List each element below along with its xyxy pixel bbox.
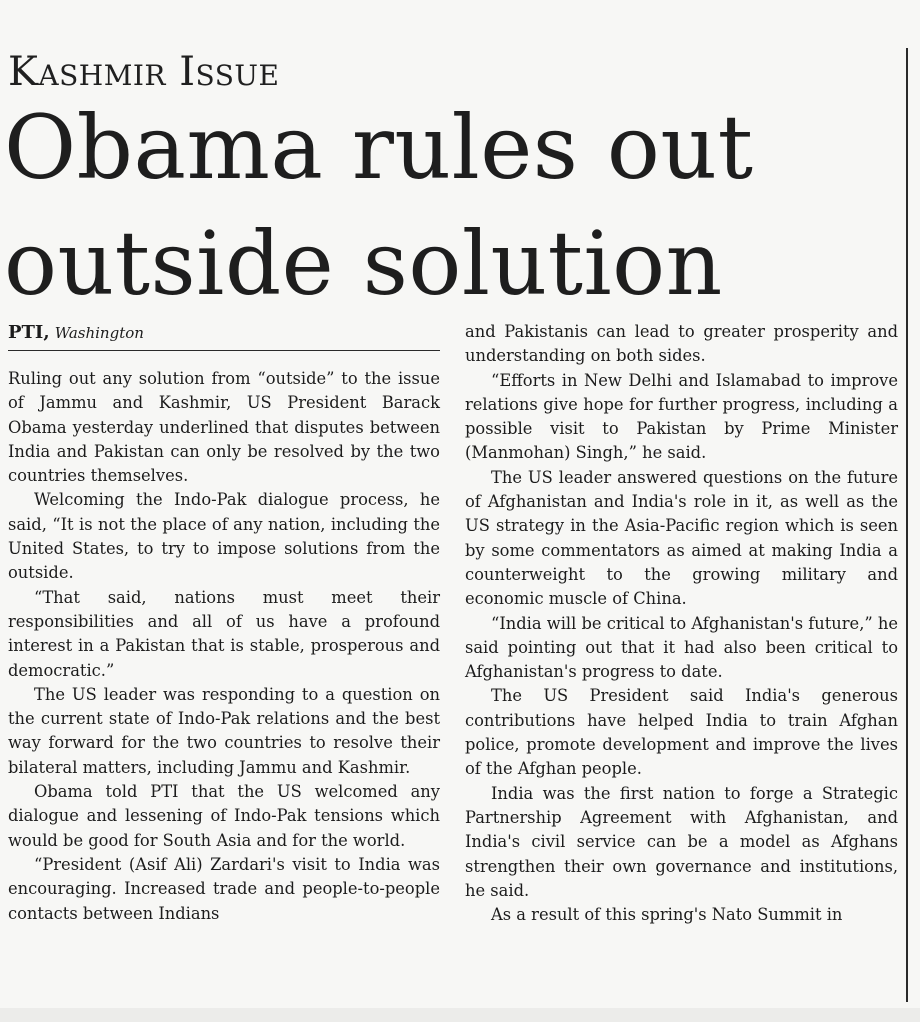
paragraph: Obama told PTI that the US welcomed any dialogue and lessening of Indo-Pak tensions which would be good for South Asia and for the world. [8, 782, 440, 850]
paragraph: “President (Asif Ali) Zardari's visit to India was encouraging. Increased trade and people-to-people contacts between Indians [8, 854, 440, 923]
paragraph: Welcoming the Indo-Pak dialogue process, he said, “It is not the place of any nation, including the United States, to try to impose solutions from the outside. [8, 490, 440, 583]
headline [4, 90, 753, 322]
paragraph: Ruling out any solution from “outside” to the issue of Jammu and Kashmir, US President Barack Obama yesterday underlined that disputes between India and Pakistan can only be resolved by the two countries themselves. [8, 369, 440, 486]
paragraph: “That said, nations must meet their responsibilities and all of us have a profound interest in a Pakistan that is stable, prosperous and democratic.” [8, 587, 440, 680]
headline-line-2: outside solution [4, 212, 723, 315]
byline [8, 320, 440, 351]
paragraph: “Efforts in New Delhi and Islamabad to improve relations give hope for further progress, including a possible visit to Pakistan by Prime Minister (Manmohan) Singh,” he said. [465, 370, 898, 463]
paragraph: India was the first nation to forge a Strategic Partnership Agreement with Afghanistan, and India's civil service can be a model as Afghans strengthen their own governance and institutions, he said. [465, 783, 898, 900]
paragraph: The US leader was responding to a question on the current state of Indo-Pak relations and the best way forward for the two countries to resolve their bilateral matters, including Jammu and Kashmir. [8, 684, 440, 777]
paragraph: and Pakistanis can lead to greater prosperity and understanding on both sides. [465, 322, 898, 366]
paragraph: The US leader answered questions on the future of Afghanistan and India's role in it, as well as the US strategy in the Asia-Pacific region which is seen by some commentators as aimed at making India a counterweight to the growing military and economic muscle of China. [465, 467, 898, 609]
column-rule [906, 48, 908, 1002]
article-column-right [465, 320, 898, 927]
page-edge [0, 1008, 920, 1022]
paragraph: The US President said India's generous contributions have helped India to train Afghan police, promote development and improve the lives of the Afghan people. [465, 686, 898, 779]
byline-place: Washington [54, 324, 144, 342]
section-kicker: Kashmir Issue [8, 49, 280, 95]
byline-agency: PTI, [8, 322, 50, 343]
paragraph: As a result of this spring's Nato Summit in [491, 905, 843, 925]
paragraph: “India will be critical to Afghanistan's future,” he said pointing out that it had also been critical to Afghanistan's progress to date. [465, 613, 898, 682]
article-column-left [8, 367, 440, 926]
headline-line-1: Obama rules out [4, 96, 754, 199]
